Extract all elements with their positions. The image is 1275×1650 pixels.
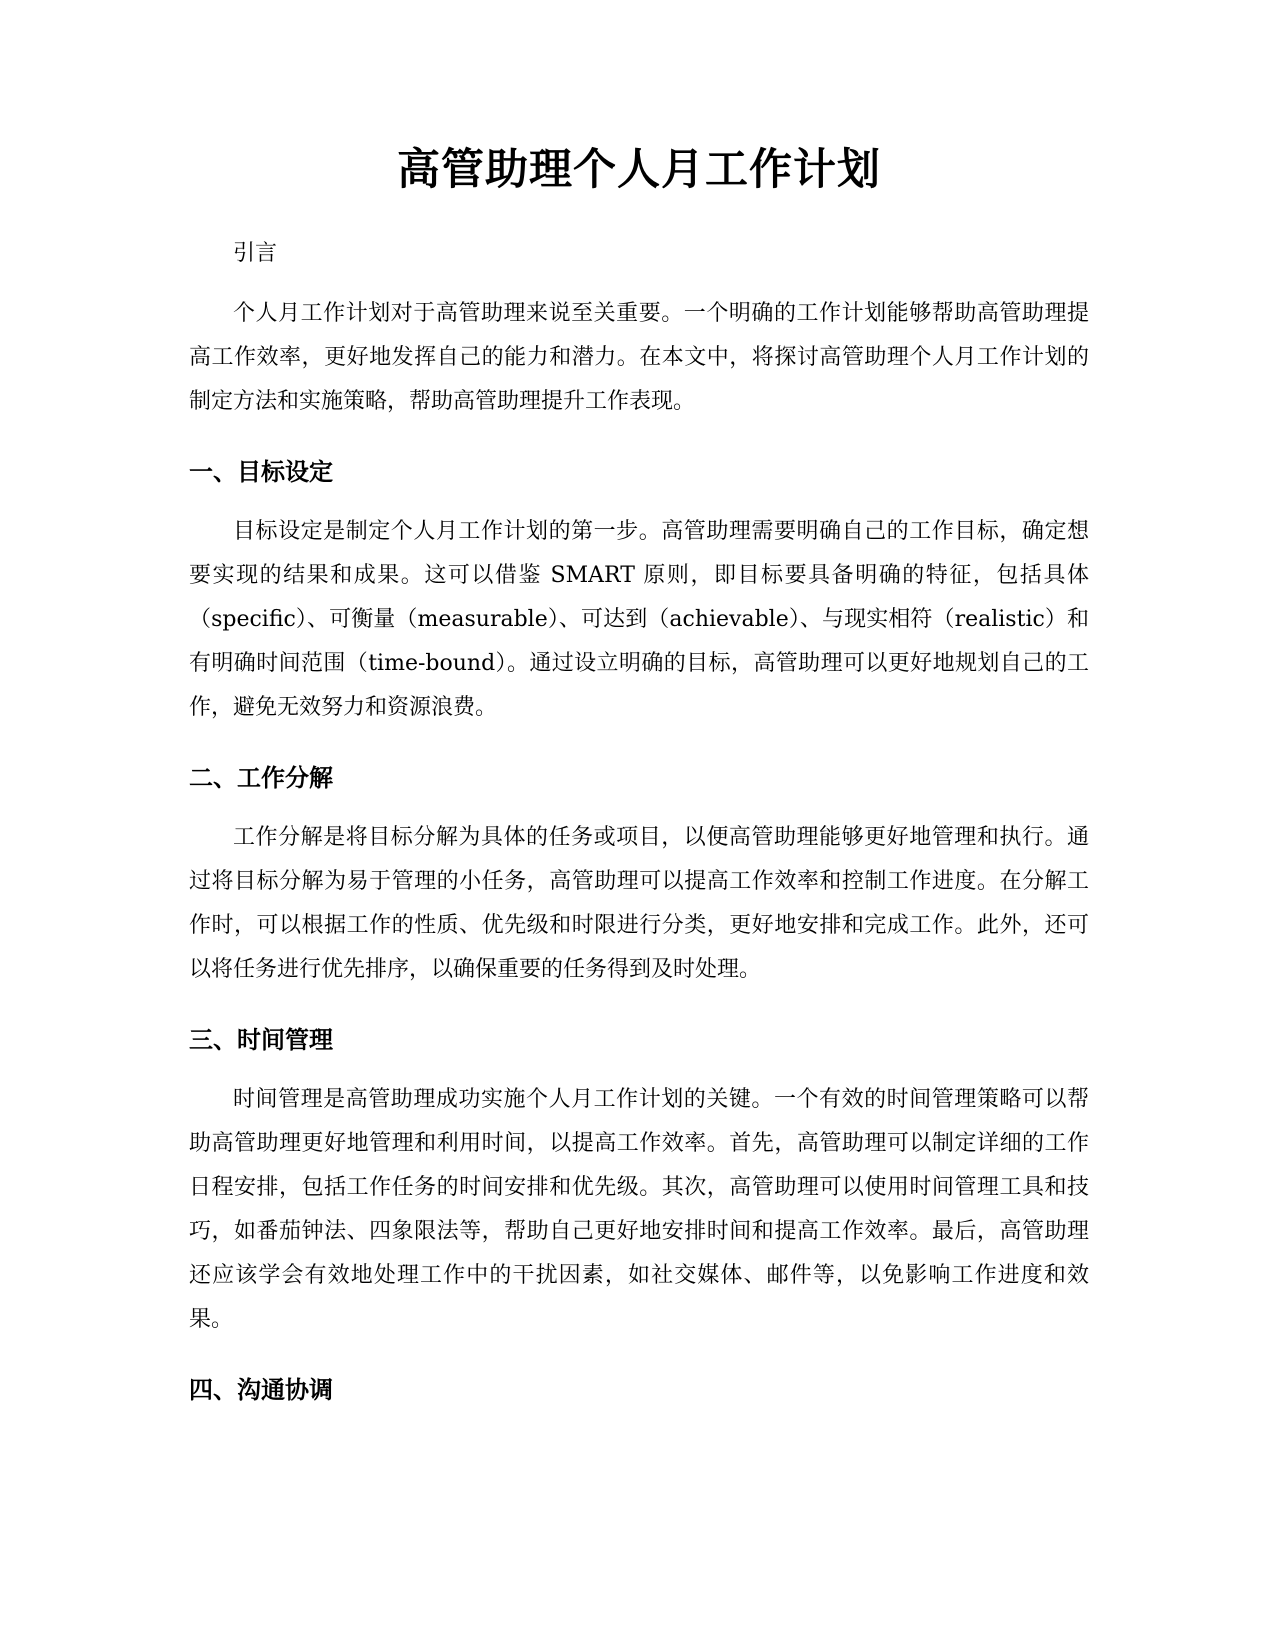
section-heading-goal-setting: 一、目标设定	[189, 458, 333, 486]
intro-paragraph: 个人月工作计划对于高管助理来说至关重要。一个明确的工作计划能够帮助高管助理提高工作效率，更好地发挥自己的能力和潜力。在本文中，将探讨高管助理个人月工作计划的制定方法和实施策略，帮助高管助理提升工作表现。	[189, 301, 1089, 414]
section-heading-work-breakdown: 二、工作分解	[189, 764, 333, 792]
section-paragraph-work-breakdown: 工作分解是将目标分解为具体的任务或项目，以便高管助理能够更好地管理和执行。通过将目标分解为易于管理的小任务，高管助理可以提高工作效率和控制工作进度。在分解工作时，可以根据工作的性质、优先级和时限进行分类，更好地安排和完成工作。此外，还可以将任务进行优先排序，以确保重要的任务得到及时处理。	[189, 825, 1089, 982]
section-paragraph-goal-setting: 目标设定是制定个人月工作计划的第一步。高管助理需要明确自己的工作目标，确定想要实现的结果和成果。这可以借鉴 SMART 原则，即目标要具备明确的特征，包括具体（specific）、可衡量（measurable）、可达到（achievable）、与现实相符（realistic）和有明确时间范围（time-bound）。通过设立明确的目标，高管助理可以更好地规划自己的工作，避免无效努力和资源浪费。	[189, 519, 1089, 720]
document-page	[189, 138, 1089, 1412]
intro-label: 引言	[233, 241, 278, 266]
section-heading-time-management: 三、时间管理	[189, 1026, 333, 1054]
document-title: 高管助理个人月工作计划	[397, 145, 881, 195]
section-paragraph-time-management: 时间管理是高管助理成功实施个人月工作计划的关键。一个有效的时间管理策略可以帮助高管助理更好地管理和利用时间，以提高工作效率。首先，高管助理可以制定详细的工作日程安排，包括工作任务的时间安排和优先级。其次，高管助理可以使用时间管理工具和技巧，如番茄钟法、四象限法等，帮助自己更好地安排时间和提高工作效率。最后，高管助理还应该学会有效地处理工作中的干扰因素，如社交媒体、邮件等，以免影响工作进度和效果。	[189, 1087, 1089, 1332]
section-heading-communication: 四、沟通协调	[189, 1376, 333, 1404]
